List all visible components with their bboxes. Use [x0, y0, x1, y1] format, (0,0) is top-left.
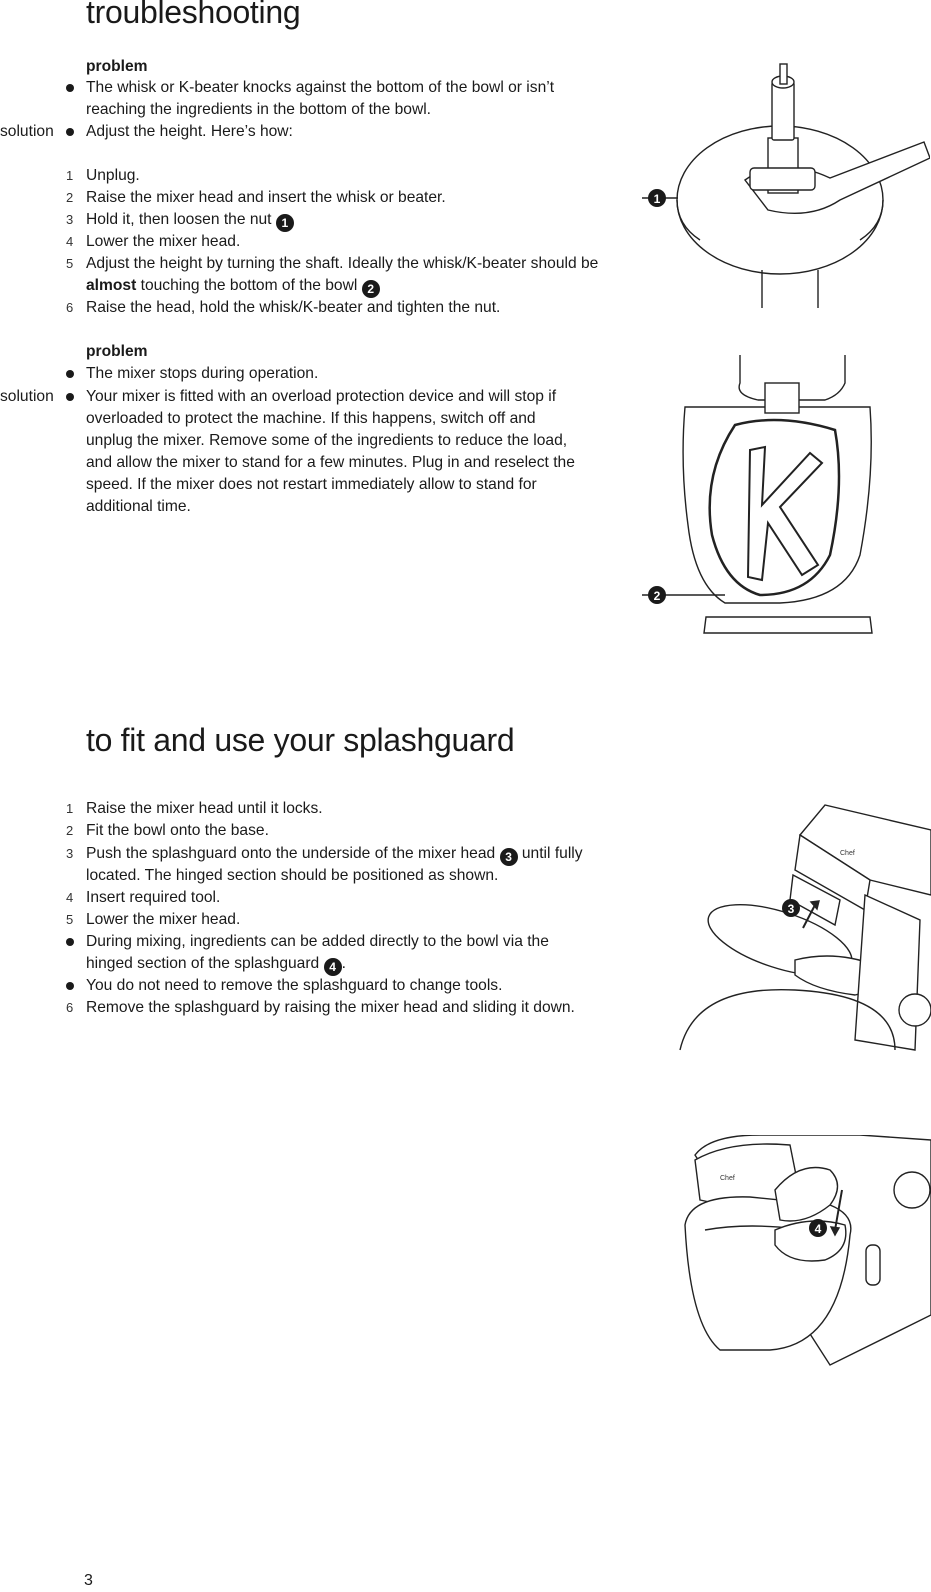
solution-label: solution [0, 388, 54, 405]
bullet [66, 370, 74, 378]
splashguard-fit-illustration [675, 800, 931, 1055]
step-text: Push the splashguard onto the underside of the mixer head [86, 845, 496, 862]
problem-text: reaching the ingredients in the bottom of the bowl. [86, 101, 432, 118]
step-row [86, 843, 583, 866]
solution-label: solution [0, 123, 54, 140]
figure-callout: 2 [653, 589, 661, 603]
brand-mark: Chef [720, 1175, 735, 1182]
step-text: Raise the mixer head and insert the whisk or beater. [86, 189, 446, 206]
step-row [86, 209, 294, 232]
step-number: 1 [66, 801, 74, 816]
solution-text: unplug the mixer. Remove some of the ingredients to reduce the load, [86, 432, 568, 449]
bullet-text: . [341, 955, 346, 972]
step-number: 3 [66, 212, 74, 227]
k-beater-bowl-illustration [640, 355, 890, 645]
emphasis-text: almost [86, 277, 137, 294]
step-number: 1 [66, 168, 74, 183]
step-text: Fit the bowl onto the base. [86, 822, 269, 839]
step-text: Adjust the height by turning the shaft. Ideally the whisk/K-beater should be [86, 255, 599, 272]
brand-mark: Chef [840, 850, 855, 857]
step-text: Insert required tool. [86, 889, 221, 906]
callout-badge-1: 1 [276, 214, 294, 232]
step-number: 5 [66, 256, 74, 271]
step-text: Raise the mixer head until it locks. [86, 800, 323, 817]
solution-text: overloaded to protect the machine. If this happens, switch off and [86, 410, 536, 427]
bullet [66, 982, 74, 990]
bullet-text: You do not need to remove the splashguard to change tools. [86, 977, 503, 994]
step-number: 6 [66, 1000, 74, 1015]
bullet [66, 128, 74, 136]
bullet-text: During mixing, ingredients can be added directly to the bowl via the [86, 933, 549, 950]
problem-heading: problem [86, 58, 148, 75]
figure-callout: 3 [787, 902, 795, 916]
step-text: until fully [521, 845, 583, 862]
figure-callout: 4 [814, 1222, 822, 1236]
solution-text: Adjust the height. Here’s how: [86, 123, 293, 140]
step-text: Remove the splashguard by raising the mixer head and sliding it down. [86, 999, 575, 1016]
step-text: Raise the head, hold the whisk/K-beater and tighten the nut. [86, 299, 501, 316]
solution-text: speed. If the mixer does not restart immediately allow to stand for [86, 476, 537, 493]
solution-text: Your mixer is fitted with an overload protection device and will stop if [86, 388, 557, 405]
bullet [66, 84, 74, 92]
step-text: Lower the mixer head. [86, 233, 241, 250]
step-number: 2 [66, 823, 74, 838]
bullet-text: hinged section of the splashguard [86, 955, 320, 972]
bullet [66, 938, 74, 946]
solution-text: additional time. [86, 498, 191, 515]
problem-text: The mixer stops during operation. [86, 365, 319, 382]
step-row [86, 275, 380, 298]
section-title-splashguard: to fit and use your splashguard [86, 722, 515, 758]
step-number: 4 [66, 234, 74, 249]
problem-text: The whisk or K-beater knocks against the bottom of the bowl or isn’t [86, 79, 555, 96]
step-number: 3 [66, 846, 74, 861]
callout-badge-3: 3 [500, 848, 518, 866]
solution-text: and allow the mixer to stand for a few minutes. Plug in and reselect the [86, 454, 575, 471]
step-text: Unplug. [86, 167, 140, 184]
nut-wrench-illustration [640, 60, 930, 310]
splashguard-hinge-illustration [680, 1135, 931, 1375]
step-text: located. The hinged section should be positioned as shown. [86, 867, 499, 884]
step-row [86, 953, 346, 976]
step-text: Lower the mixer head. [86, 911, 241, 928]
problem-heading: problem [86, 343, 148, 360]
figure-callout: 1 [653, 192, 661, 206]
step-number: 6 [66, 300, 74, 315]
step-text: touching the bottom of the bowl [140, 277, 358, 294]
step-number: 2 [66, 190, 74, 205]
callout-badge-2: 2 [362, 280, 380, 298]
step-text: Hold it, then loosen the nut [86, 211, 272, 228]
section-title-troubleshooting: troubleshooting [86, 0, 301, 30]
page-number: 3 [84, 1572, 93, 1589]
step-number: 4 [66, 890, 74, 905]
step-number: 5 [66, 912, 74, 927]
callout-badge-4: 4 [324, 958, 342, 976]
bullet [66, 393, 74, 401]
